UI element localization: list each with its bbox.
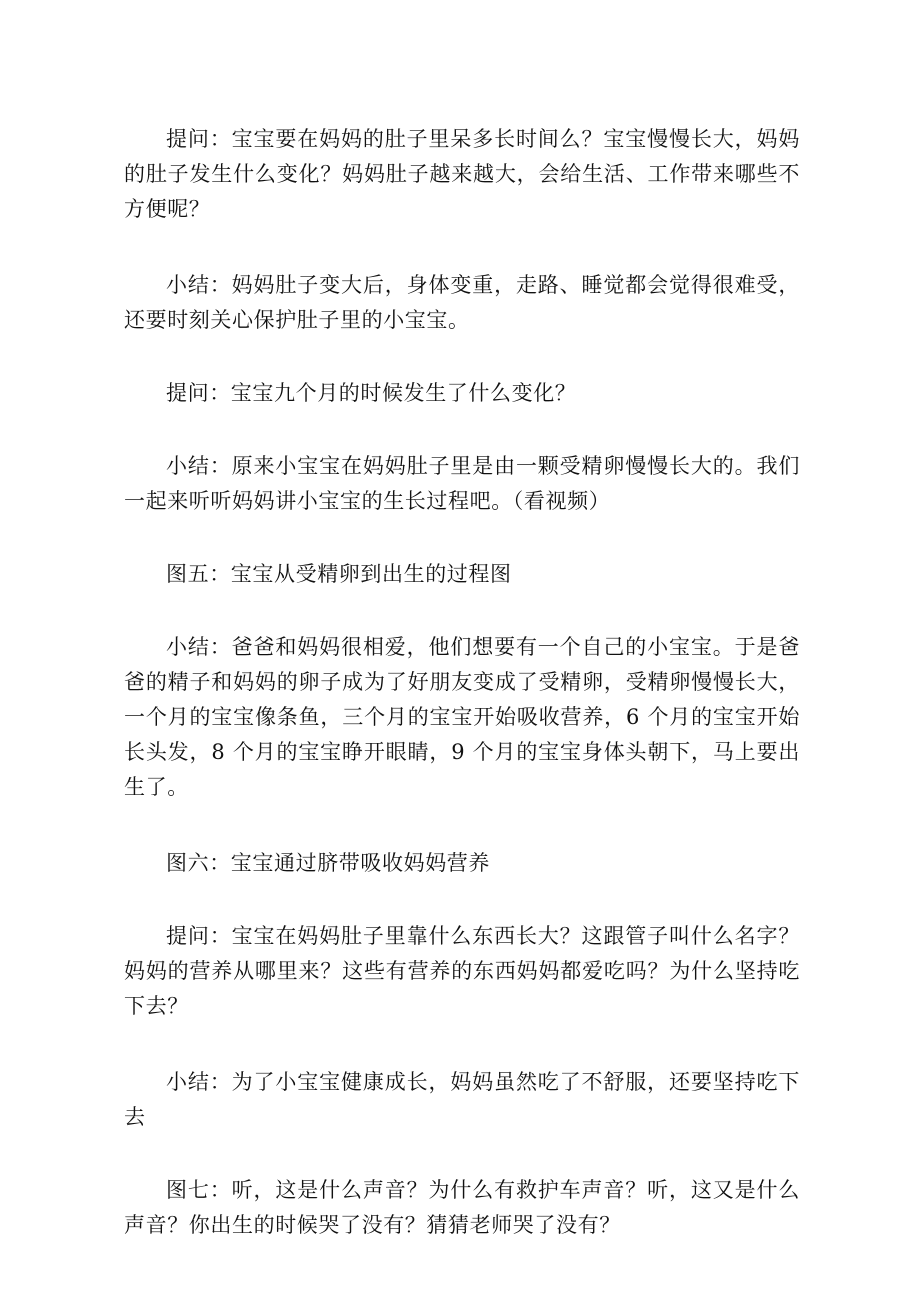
paragraph-summary-1: 小结：妈妈肚子变大后，身体变重，走路、睡觉都会觉得很难受，还要时刻关心保护肚子里的小宝宝。 <box>124 273 800 332</box>
paragraph-question-1: 提问：宝宝要在妈妈的肚子里呆多长时间么？宝宝慢慢长大，妈妈的肚子发生什么变化？妈妈肚子越来越大，会给生活、工作带来哪些不方便呢？ <box>124 127 800 221</box>
document-page <box>124 122 800 1243</box>
paragraph-question-2: 提问：宝宝九个月的时候发生了什么变化？ <box>166 381 577 405</box>
paragraph-figure-7: 图七：听，这是什么声音？为什么有救护车声音？听，这又是什么声音？你出生的时候哭了没有？猜猜老师哭了没有？ <box>124 1178 800 1237</box>
paragraph-figure-6: 图六：宝宝通过脐带吸收妈妈营养 <box>166 851 490 875</box>
paragraph-summary-4: 小结：为了小宝宝健康成长，妈妈虽然吃了不舒服，还要坚持吃下去 <box>124 1070 800 1129</box>
paragraph-summary-2: 小结：原来小宝宝在妈妈肚子里是由一颗受精卵慢慢长大的。我们一起来听听妈妈讲小宝宝的生长过程吧。（看视频） <box>124 454 800 513</box>
paragraph-question-3: 提问：宝宝在妈妈肚子里靠什么东西长大？这跟管子叫什么名字？妈妈的营养从哪里来？这些有营养的东西妈妈都爱吃吗？为什么坚持吃下去？ <box>124 924 800 1018</box>
paragraph-summary-3: 小结：爸爸和妈妈很相爱，他们想要有一个自己的小宝宝。于是爸爸的精子和妈妈的卵子成为了好朋友变成了受精卵，受精卵慢慢长大，一个月的宝宝像条鱼，三个月的宝宝开始吸收营养，6 个月的宝宝开始长头发，8 个月的宝宝睁开眼睛，9 个月的宝宝身体头朝下，马上要出生了。 <box>124 635 800 799</box>
paragraph-figure-5: 图五：宝宝从受精卵到出生的过程图 <box>166 562 512 586</box>
